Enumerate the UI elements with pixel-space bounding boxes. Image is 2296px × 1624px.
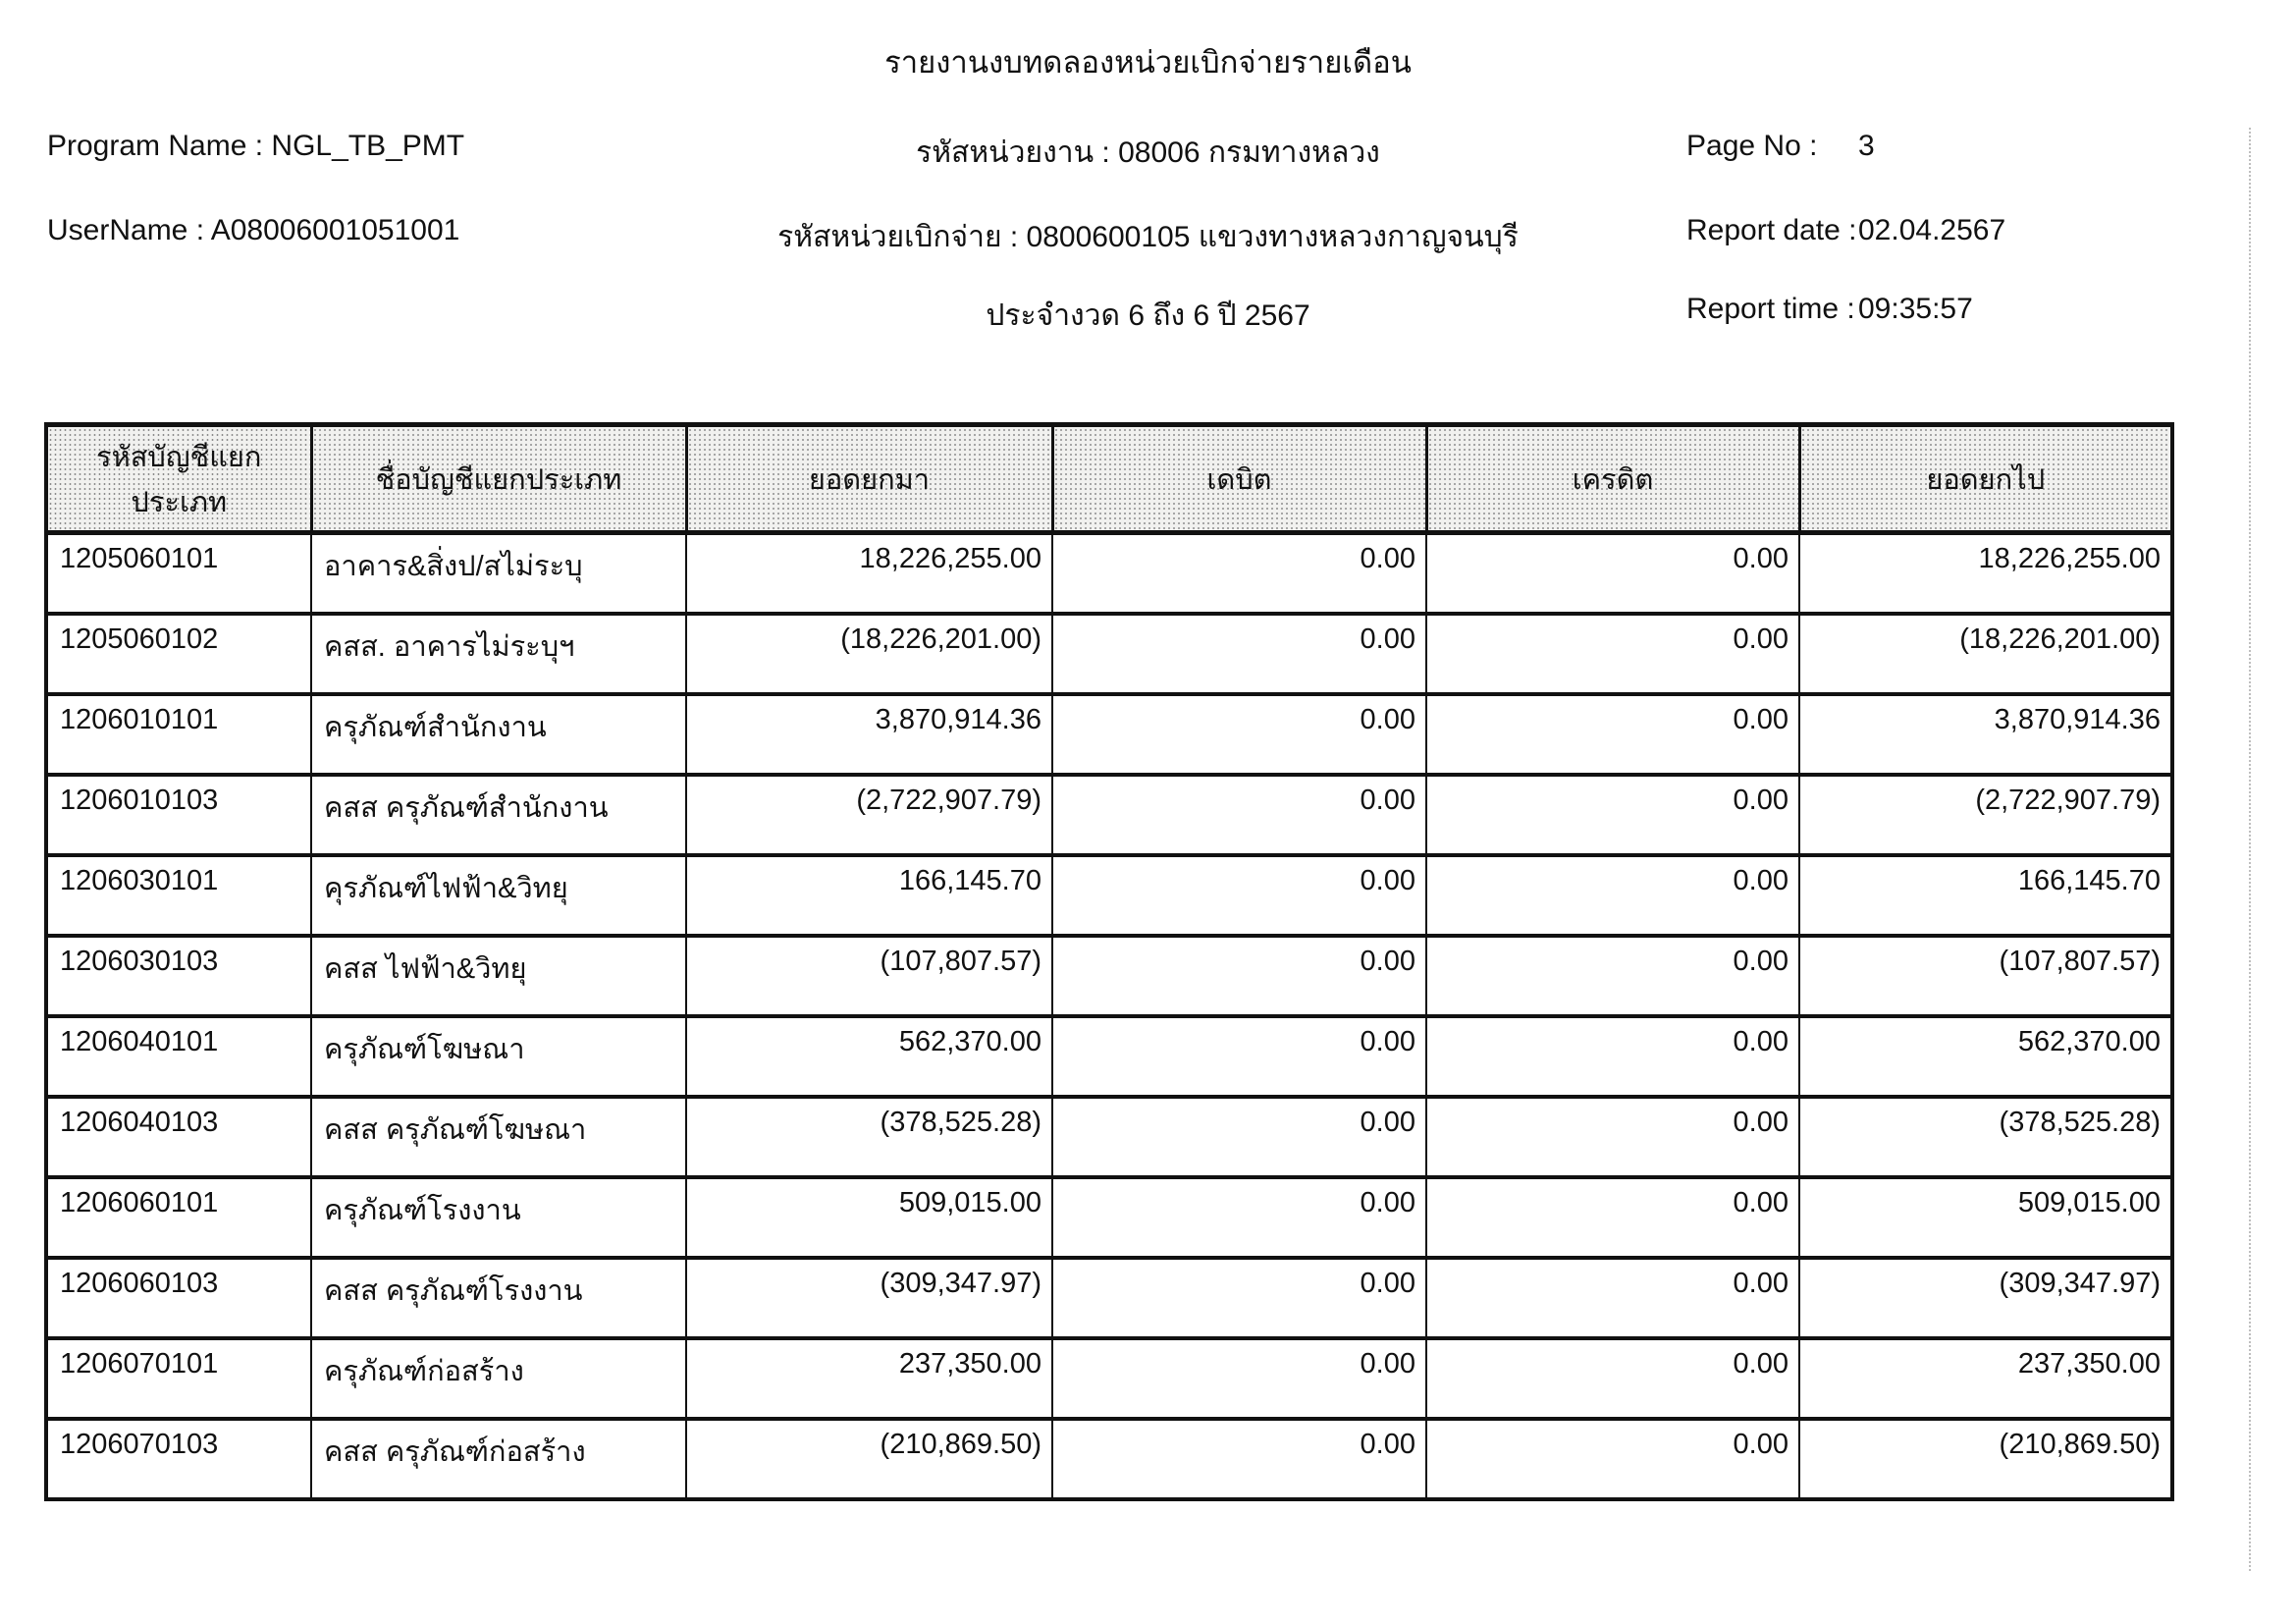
cell-amount: 509,015.00 xyxy=(1799,1177,2172,1258)
program-name-line: Program Name : NGL_TB_PMT xyxy=(47,130,465,162)
cell-account-code: 1206030103 xyxy=(46,936,311,1016)
cell-amount: 0.00 xyxy=(1426,1258,1799,1338)
cell-amount: (309,347.97) xyxy=(686,1258,1052,1338)
cell-amount: 0.00 xyxy=(1052,1419,1426,1499)
cell-account-name: ครุภัณฑ์โรงงาน xyxy=(311,1177,686,1258)
trial-balance-table xyxy=(44,422,2174,1501)
table-row xyxy=(46,936,2172,1016)
cell-amount: (378,525.28) xyxy=(1799,1097,2172,1177)
trial-balance-table-container xyxy=(44,422,2170,1501)
username-line: UserName : A08006001051001 xyxy=(47,214,460,246)
cell-account-code: 1206060103 xyxy=(46,1258,311,1338)
cell-amount: 0.00 xyxy=(1426,855,1799,936)
cell-amount: 0.00 xyxy=(1052,1258,1426,1338)
cell-amount: 0.00 xyxy=(1052,533,1426,614)
cell-account-name: คสส ครุภัณฑ์โรงงาน xyxy=(311,1258,686,1338)
header-credit: เครดิต xyxy=(1426,425,1799,533)
cell-amount: 0.00 xyxy=(1052,1338,1426,1419)
table-row xyxy=(46,1258,2172,1338)
cell-amount: 0.00 xyxy=(1052,614,1426,694)
header-debit: เดบิต xyxy=(1052,425,1426,533)
cell-account-code: 1206010103 xyxy=(46,775,311,855)
cell-account-name: คสส ครุภัณฑ์ก่อสร้าง xyxy=(311,1419,686,1499)
cell-amount: (2,722,907.79) xyxy=(1799,775,2172,855)
cell-account-code: 1206010101 xyxy=(46,694,311,775)
cell-amount: 0.00 xyxy=(1426,694,1799,775)
header-account-name: ชื่อบัญชีแยกประเภท xyxy=(311,425,686,533)
page-no-label: Page No : xyxy=(1686,130,1818,162)
cell-amount: 0.00 xyxy=(1052,936,1426,1016)
cell-account-code: 1206070103 xyxy=(46,1419,311,1499)
table-body xyxy=(46,533,2172,1499)
cell-amount: (18,226,201.00) xyxy=(686,614,1052,694)
cell-amount: (107,807.57) xyxy=(686,936,1052,1016)
cell-amount: 509,015.00 xyxy=(686,1177,1052,1258)
table-row xyxy=(46,1419,2172,1499)
cell-amount: (2,722,907.79) xyxy=(686,775,1052,855)
cell-amount: 237,350.00 xyxy=(1799,1338,2172,1419)
cell-account-code: 1205060101 xyxy=(46,533,311,614)
cell-amount: (107,807.57) xyxy=(1799,936,2172,1016)
page-no-value: 3 xyxy=(1858,130,1875,162)
cell-amount: 0.00 xyxy=(1426,1177,1799,1258)
cell-amount: 0.00 xyxy=(1426,614,1799,694)
header-closing-balance: ยอดยกไป xyxy=(1799,425,2172,533)
table-header-row xyxy=(46,425,2172,533)
table-row xyxy=(46,533,2172,614)
cell-account-code: 1206060101 xyxy=(46,1177,311,1258)
cell-account-name: คุรภัณฑ์ไฟฟ้า&วิทยุ xyxy=(311,855,686,936)
cell-account-name: ครุภัณฑ์สำนักงาน xyxy=(311,694,686,775)
cell-amount: 166,145.70 xyxy=(1799,855,2172,936)
table-row xyxy=(46,1016,2172,1097)
cell-amount: 166,145.70 xyxy=(686,855,1052,936)
period-line: ประจำงวด 6 ถึง 6 ปี 2567 xyxy=(986,299,1310,332)
table-row xyxy=(46,1338,2172,1419)
cell-amount: 18,226,255.00 xyxy=(686,533,1052,614)
cell-amount: (18,226,201.00) xyxy=(1799,614,2172,694)
header-opening-balance: ยอดยกมา xyxy=(686,425,1052,533)
cell-amount: 0.00 xyxy=(1052,1177,1426,1258)
cell-amount: 0.00 xyxy=(1426,533,1799,614)
cell-account-code: 1206040103 xyxy=(46,1097,311,1177)
report-time-label: Report time : xyxy=(1686,293,1855,325)
table-row xyxy=(46,614,2172,694)
report-date-value: 02.04.2567 xyxy=(1858,214,2006,246)
cell-amount: 0.00 xyxy=(1426,936,1799,1016)
cell-account-name: ครุภัณฑ์ก่อสร้าง xyxy=(311,1338,686,1419)
cell-amount: 0.00 xyxy=(1426,1419,1799,1499)
cell-amount: 0.00 xyxy=(1052,775,1426,855)
cell-account-name: คสส ครุภัณฑ์โฆษณา xyxy=(311,1097,686,1177)
cell-amount: 0.00 xyxy=(1426,1097,1799,1177)
cell-amount: 0.00 xyxy=(1426,1016,1799,1097)
cell-account-name: คสส. อาคารไม่ระบุฯ xyxy=(311,614,686,694)
cell-amount: 3,870,914.36 xyxy=(686,694,1052,775)
cell-amount: 18,226,255.00 xyxy=(1799,533,2172,614)
cell-amount: (210,869.50) xyxy=(686,1419,1052,1499)
table-row xyxy=(46,775,2172,855)
cell-amount: 562,370.00 xyxy=(686,1016,1052,1097)
scan-artifact-dotted-line xyxy=(2249,128,2251,1571)
disbursement-unit-line: รหัสหน่วยเบิกจ่าย : 0800600105 แขวงทางหลวงกาญจนบุรี xyxy=(777,221,1519,253)
cell-account-code: 1206040101 xyxy=(46,1016,311,1097)
cell-amount: (378,525.28) xyxy=(686,1097,1052,1177)
header-account-code: รหัสบัญชีแยกประเภท xyxy=(46,425,311,533)
cell-amount: 0.00 xyxy=(1052,1016,1426,1097)
cell-amount: 3,870,914.36 xyxy=(1799,694,2172,775)
cell-amount: (309,347.97) xyxy=(1799,1258,2172,1338)
cell-account-code: 1206030101 xyxy=(46,855,311,936)
cell-account-code: 1206070101 xyxy=(46,1338,311,1419)
cell-amount: 0.00 xyxy=(1052,1097,1426,1177)
cell-amount: 562,370.00 xyxy=(1799,1016,2172,1097)
report-time-value: 09:35:57 xyxy=(1858,293,1973,325)
cell-amount: 0.00 xyxy=(1052,694,1426,775)
table-row xyxy=(46,1177,2172,1258)
cell-account-name: อาคาร&สิ่งป/สไม่ระบุ xyxy=(311,533,686,614)
report-title: รายงานงบทดลองหน่วยเบิกจ่ายรายเดือน xyxy=(884,45,1412,80)
report-date-label: Report date : xyxy=(1686,214,1857,246)
cell-account-name: ครุภัณฑ์โฆษณา xyxy=(311,1016,686,1097)
agency-line: รหัสหน่วยงาน : 08006 กรมทางหลวง xyxy=(916,136,1380,169)
cell-account-name: คสส ไฟฟ้า&วิทยุ xyxy=(311,936,686,1016)
cell-amount: 0.00 xyxy=(1426,1338,1799,1419)
table-row xyxy=(46,855,2172,936)
table-row xyxy=(46,1097,2172,1177)
cell-amount: 0.00 xyxy=(1052,855,1426,936)
cell-amount: (210,869.50) xyxy=(1799,1419,2172,1499)
cell-account-name: คสส ครุภัณฑ์สำนักงาน xyxy=(311,775,686,855)
cell-account-code: 1205060102 xyxy=(46,614,311,694)
cell-amount: 237,350.00 xyxy=(686,1338,1052,1419)
table-row xyxy=(46,694,2172,775)
cell-amount: 0.00 xyxy=(1426,775,1799,855)
